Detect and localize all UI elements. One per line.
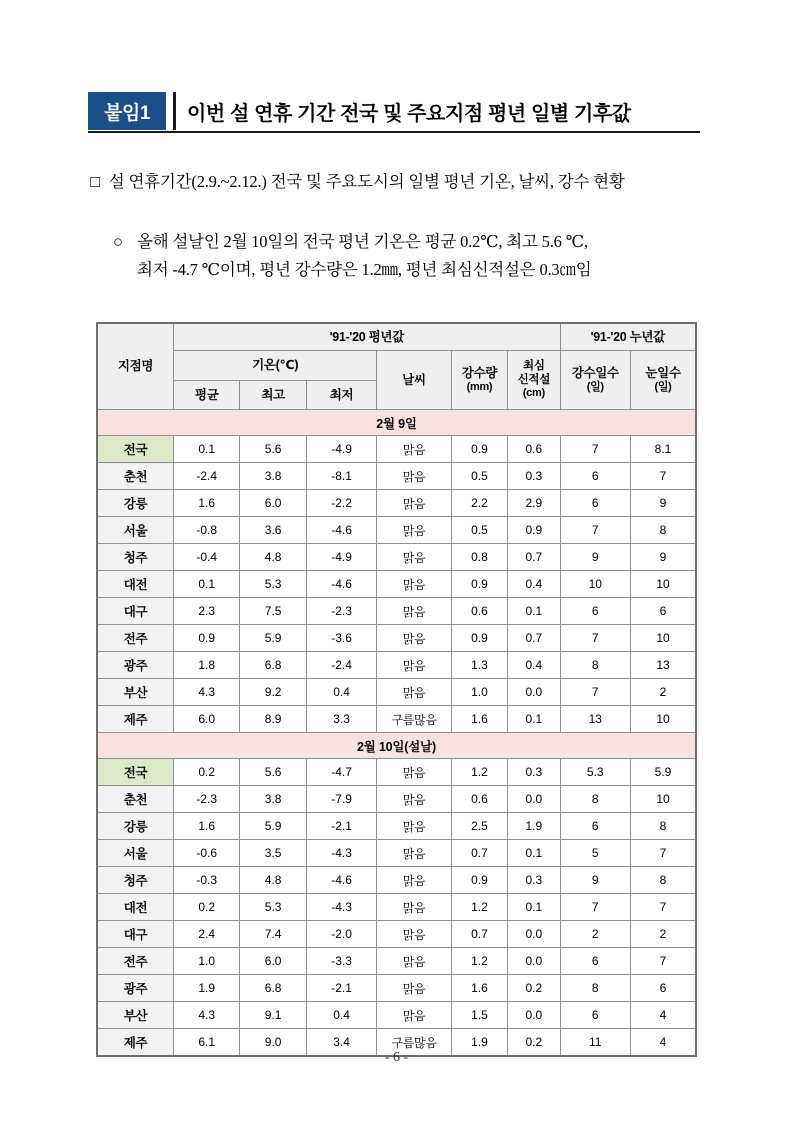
cell-weather: 맑음 bbox=[377, 625, 451, 652]
cell-temp-avg: -0.4 bbox=[174, 544, 240, 571]
cell-precip-days: 6 bbox=[560, 598, 630, 625]
cell-snow-depth: 1.9 bbox=[508, 813, 560, 840]
cell-weather: 맑음 bbox=[377, 571, 451, 598]
cell-place: 대전 bbox=[97, 571, 174, 598]
cell-weather: 맑음 bbox=[377, 786, 451, 813]
cell-temp-min: -8.1 bbox=[306, 463, 376, 490]
table-row bbox=[97, 517, 696, 544]
cell-place: 청주 bbox=[97, 867, 174, 894]
table-row bbox=[97, 571, 696, 598]
cell-temp-min: -4.9 bbox=[306, 544, 376, 571]
cell-snow-days: 9 bbox=[630, 490, 696, 517]
cell-temp-max: 5.3 bbox=[240, 571, 306, 598]
cell-temp-avg: 1.6 bbox=[174, 490, 240, 517]
cell-temp-max: 9.2 bbox=[240, 679, 306, 706]
table-row bbox=[97, 652, 696, 679]
cell-temp-avg: 4.3 bbox=[174, 679, 240, 706]
cell-snow-depth: 0.2 bbox=[508, 975, 560, 1002]
cell-temp-avg: 1.8 bbox=[174, 652, 240, 679]
cell-temp-min: 3.3 bbox=[306, 706, 376, 733]
cell-place: 전주 bbox=[97, 948, 174, 975]
table-row bbox=[97, 894, 696, 921]
cell-temp-min: -2.1 bbox=[306, 975, 376, 1002]
cell-precip: 2.2 bbox=[451, 490, 507, 517]
header-temp-avg: 평균 bbox=[174, 381, 240, 410]
table-section-row bbox=[97, 410, 696, 436]
table-row bbox=[97, 975, 696, 1002]
cell-temp-max: 5.6 bbox=[240, 759, 306, 786]
summary-bullet-square bbox=[90, 170, 710, 195]
cell-precip: 1.2 bbox=[451, 759, 507, 786]
header-temp-max: 최고 bbox=[240, 381, 306, 410]
cell-precip: 0.7 bbox=[451, 921, 507, 948]
cell-place: 춘천 bbox=[97, 463, 174, 490]
table-section-label: 2월 10일(설날) bbox=[97, 733, 696, 759]
cell-temp-avg: 6.0 bbox=[174, 706, 240, 733]
cell-weather: 맑음 bbox=[377, 598, 451, 625]
circle-bullet-marker: ○ bbox=[113, 232, 123, 251]
cell-place: 강릉 bbox=[97, 490, 174, 517]
cell-precip-days: 9 bbox=[560, 544, 630, 571]
attachment-badge: 붙임1 bbox=[88, 92, 166, 130]
cell-temp-max: 6.0 bbox=[240, 948, 306, 975]
cell-snow-days: 10 bbox=[630, 571, 696, 598]
header-snow-days-unit: (일) bbox=[654, 380, 672, 393]
cell-temp-min: -4.6 bbox=[306, 867, 376, 894]
cell-temp-max: 6.8 bbox=[240, 652, 306, 679]
cell-weather: 구름많음 bbox=[377, 1029, 451, 1057]
cell-precip-days: 7 bbox=[560, 625, 630, 652]
cell-precip: 1.2 bbox=[451, 894, 507, 921]
cell-snow-depth: 0.1 bbox=[508, 706, 560, 733]
cell-snow-days: 7 bbox=[630, 948, 696, 975]
table-row bbox=[97, 786, 696, 813]
header-snow-days bbox=[630, 351, 696, 410]
table-row bbox=[97, 463, 696, 490]
cell-precip: 1.3 bbox=[451, 652, 507, 679]
cell-temp-min: -2.0 bbox=[306, 921, 376, 948]
cell-snow-depth: 0.4 bbox=[508, 571, 560, 598]
table-section-label: 2월 9일 bbox=[97, 410, 696, 436]
cell-place: 제주 bbox=[97, 706, 174, 733]
table-row bbox=[97, 1002, 696, 1029]
cell-snow-depth: 0.1 bbox=[508, 840, 560, 867]
table-row bbox=[97, 840, 696, 867]
header-precip-days-label: 강수일수 bbox=[571, 366, 619, 381]
cell-precip-days: 6 bbox=[560, 1002, 630, 1029]
cell-snow-days: 7 bbox=[630, 463, 696, 490]
cell-snow-depth: 2.9 bbox=[508, 490, 560, 517]
table-row bbox=[97, 706, 696, 733]
cell-temp-min: -4.6 bbox=[306, 517, 376, 544]
cell-temp-max: 9.1 bbox=[240, 1002, 306, 1029]
cell-precip-days: 5.3 bbox=[560, 759, 630, 786]
summary-bullet-circle-line2: 최저 -4.7 ℃이며, 평년 강수량은 1.2㎜, 평년 최심신적설은 0.3㎝임 bbox=[137, 259, 592, 279]
cell-temp-avg: -2.3 bbox=[174, 786, 240, 813]
cell-snow-depth: 0.6 bbox=[508, 436, 560, 463]
cell-temp-avg: -2.4 bbox=[174, 463, 240, 490]
header-snow-depth-line1: 최심 bbox=[523, 360, 545, 373]
cell-precip-days: 6 bbox=[560, 490, 630, 517]
cell-temp-min: -2.2 bbox=[306, 490, 376, 517]
table-row bbox=[97, 679, 696, 706]
cell-snow-depth: 0.3 bbox=[508, 759, 560, 786]
cell-weather: 맑음 bbox=[377, 894, 451, 921]
cell-precip-days: 7 bbox=[560, 679, 630, 706]
cell-precip-days: 10 bbox=[560, 571, 630, 598]
cell-snow-depth: 0.7 bbox=[508, 625, 560, 652]
table-row bbox=[97, 625, 696, 652]
cell-snow-days: 10 bbox=[630, 786, 696, 813]
cell-temp-min: -7.9 bbox=[306, 786, 376, 813]
cell-temp-min: -2.1 bbox=[306, 813, 376, 840]
cell-snow-depth: 0.0 bbox=[508, 948, 560, 975]
table-row bbox=[97, 436, 696, 463]
cell-snow-depth: 0.0 bbox=[508, 679, 560, 706]
cell-snow-days: 13 bbox=[630, 652, 696, 679]
cell-snow-depth: 0.2 bbox=[508, 1029, 560, 1057]
cell-snow-days: 2 bbox=[630, 679, 696, 706]
cell-place: 강릉 bbox=[97, 813, 174, 840]
cell-precip-days: 8 bbox=[560, 786, 630, 813]
cell-precip-days: 8 bbox=[560, 652, 630, 679]
header-temp-group: 기온(℃) bbox=[174, 351, 377, 381]
cell-temp-avg: -0.8 bbox=[174, 517, 240, 544]
cell-weather: 맑음 bbox=[377, 436, 451, 463]
cell-precip-days: 7 bbox=[560, 517, 630, 544]
header-snow-days-label: 눈일수 bbox=[645, 366, 681, 381]
cell-precip-days: 6 bbox=[560, 948, 630, 975]
cell-temp-min: -4.7 bbox=[306, 759, 376, 786]
cell-precip-days: 6 bbox=[560, 463, 630, 490]
cell-snow-depth: 0.1 bbox=[508, 598, 560, 625]
table-row bbox=[97, 921, 696, 948]
cell-temp-avg: 0.1 bbox=[174, 436, 240, 463]
page-title-wrap bbox=[173, 92, 700, 130]
cell-temp-min: -4.6 bbox=[306, 571, 376, 598]
cell-precip-days: 7 bbox=[560, 894, 630, 921]
cell-weather: 맑음 bbox=[377, 867, 451, 894]
cell-temp-max: 6.0 bbox=[240, 490, 306, 517]
page-title: 이번 설 연휴 기간 전국 및 주요지점 평년 일별 기후값 bbox=[187, 102, 631, 125]
cell-weather: 맑음 bbox=[377, 544, 451, 571]
cell-temp-avg: 1.0 bbox=[174, 948, 240, 975]
cell-temp-avg: 4.3 bbox=[174, 1002, 240, 1029]
cell-precip: 1.6 bbox=[451, 975, 507, 1002]
page-number: - 6 - bbox=[384, 1050, 409, 1065]
cell-temp-max: 5.6 bbox=[240, 436, 306, 463]
cell-place: 서울 bbox=[97, 840, 174, 867]
cell-snow-days: 2 bbox=[630, 921, 696, 948]
cell-temp-avg: 0.2 bbox=[174, 759, 240, 786]
table-row bbox=[97, 544, 696, 571]
table-body bbox=[97, 410, 696, 1057]
cell-place: 대구 bbox=[97, 921, 174, 948]
cell-snow-days: 6 bbox=[630, 975, 696, 1002]
cell-precip: 0.9 bbox=[451, 625, 507, 652]
cell-precip: 1.0 bbox=[451, 679, 507, 706]
cell-temp-max: 3.8 bbox=[240, 463, 306, 490]
table-section-row bbox=[97, 733, 696, 759]
cell-precip: 1.2 bbox=[451, 948, 507, 975]
table-row bbox=[97, 598, 696, 625]
cell-temp-max: 4.8 bbox=[240, 544, 306, 571]
cell-temp-max: 3.6 bbox=[240, 517, 306, 544]
cell-temp-avg: -0.6 bbox=[174, 840, 240, 867]
cell-temp-min: -2.3 bbox=[306, 598, 376, 625]
cell-precip: 1.5 bbox=[451, 1002, 507, 1029]
cell-temp-min: 3.4 bbox=[306, 1029, 376, 1057]
cell-precip: 2.5 bbox=[451, 813, 507, 840]
cell-precip: 0.8 bbox=[451, 544, 507, 571]
header-precip bbox=[451, 351, 507, 410]
header-normal-group: '91-'20 평년값 bbox=[174, 323, 561, 351]
cell-precip-days: 6 bbox=[560, 813, 630, 840]
cell-temp-avg: 2.3 bbox=[174, 598, 240, 625]
cell-temp-max: 8.9 bbox=[240, 706, 306, 733]
cell-place: 광주 bbox=[97, 975, 174, 1002]
cell-place: 부산 bbox=[97, 1002, 174, 1029]
cell-place: 대구 bbox=[97, 598, 174, 625]
cell-precip: 0.6 bbox=[451, 598, 507, 625]
cell-precip: 0.7 bbox=[451, 840, 507, 867]
summary-bullet-circle-line1: 올해 설날인 2월 10일의 전국 평년 기온은 평균 0.2℃, 최고 5.6 ℃, bbox=[137, 232, 588, 251]
cell-precip-days: 5 bbox=[560, 840, 630, 867]
cell-temp-min: -4.3 bbox=[306, 840, 376, 867]
header-accum-group: '91-'20 누년값 bbox=[560, 323, 696, 351]
table-row bbox=[97, 867, 696, 894]
cell-temp-avg: 1.9 bbox=[174, 975, 240, 1002]
cell-snow-days: 5.9 bbox=[630, 759, 696, 786]
cell-temp-min: 0.4 bbox=[306, 1002, 376, 1029]
cell-temp-min: -4.3 bbox=[306, 894, 376, 921]
cell-precip: 0.5 bbox=[451, 517, 507, 544]
summary-bullet-circle bbox=[113, 228, 713, 283]
cell-temp-min: -2.4 bbox=[306, 652, 376, 679]
cell-precip-days: 11 bbox=[560, 1029, 630, 1057]
cell-snow-days: 10 bbox=[630, 625, 696, 652]
cell-snow-days: 6 bbox=[630, 598, 696, 625]
cell-snow-depth: 0.1 bbox=[508, 894, 560, 921]
summary-bullet-square-text: 설 연휴기간(2.9.~2.12.) 전국 및 주요도시의 일별 평년 기온, 날씨, 강수 현황 bbox=[108, 172, 625, 191]
cell-weather: 맑음 bbox=[377, 463, 451, 490]
table-head bbox=[97, 323, 696, 410]
cell-snow-depth: 0.0 bbox=[508, 786, 560, 813]
cell-snow-depth: 0.0 bbox=[508, 1002, 560, 1029]
cell-place: 전국 bbox=[97, 436, 174, 463]
cell-snow-depth: 0.9 bbox=[508, 517, 560, 544]
square-bullet-marker: □ bbox=[90, 172, 100, 191]
cell-snow-days: 10 bbox=[630, 706, 696, 733]
cell-place: 광주 bbox=[97, 652, 174, 679]
cell-temp-max: 5.3 bbox=[240, 894, 306, 921]
cell-place: 청주 bbox=[97, 544, 174, 571]
cell-precip-days: 2 bbox=[560, 921, 630, 948]
cell-precip: 0.9 bbox=[451, 436, 507, 463]
cell-temp-max: 3.5 bbox=[240, 840, 306, 867]
cell-precip: 0.6 bbox=[451, 786, 507, 813]
cell-snow-depth: 0.7 bbox=[508, 544, 560, 571]
cell-place: 대전 bbox=[97, 894, 174, 921]
cell-weather: 맑음 bbox=[377, 840, 451, 867]
cell-snow-days: 7 bbox=[630, 894, 696, 921]
cell-snow-depth: 0.4 bbox=[508, 652, 560, 679]
cell-temp-avg: 1.6 bbox=[174, 813, 240, 840]
cell-weather: 맑음 bbox=[377, 813, 451, 840]
header-temp-min: 최저 bbox=[306, 381, 376, 410]
cell-snow-depth: 0.0 bbox=[508, 921, 560, 948]
cell-temp-avg: 0.2 bbox=[174, 894, 240, 921]
cell-snow-days: 7 bbox=[630, 840, 696, 867]
cell-weather: 맑음 bbox=[377, 679, 451, 706]
cell-precip: 0.9 bbox=[451, 867, 507, 894]
cell-snow-days: 4 bbox=[630, 1029, 696, 1057]
cell-temp-avg: 0.1 bbox=[174, 571, 240, 598]
cell-temp-max: 5.9 bbox=[240, 625, 306, 652]
header-row-group bbox=[97, 323, 696, 351]
cell-precip-days: 8 bbox=[560, 975, 630, 1002]
cell-weather: 맑음 bbox=[377, 490, 451, 517]
table-row bbox=[97, 490, 696, 517]
header-precip-days-unit: (일) bbox=[586, 380, 604, 393]
header-row-sub bbox=[97, 351, 696, 381]
cell-weather: 구름많음 bbox=[377, 706, 451, 733]
cell-place: 전국 bbox=[97, 759, 174, 786]
cell-snow-days: 8 bbox=[630, 867, 696, 894]
cell-precip-days: 9 bbox=[560, 867, 630, 894]
table-row bbox=[97, 759, 696, 786]
cell-temp-avg: -0.3 bbox=[174, 867, 240, 894]
cell-weather: 맑음 bbox=[377, 921, 451, 948]
header-snow-depth-line2: 신적설 bbox=[517, 373, 551, 386]
cell-snow-days: 8.1 bbox=[630, 436, 696, 463]
cell-place: 제주 bbox=[97, 1029, 174, 1057]
cell-place: 부산 bbox=[97, 679, 174, 706]
cell-snow-days: 8 bbox=[630, 517, 696, 544]
cell-precip-days: 7 bbox=[560, 436, 630, 463]
cell-weather: 맑음 bbox=[377, 1002, 451, 1029]
cell-temp-min: -3.3 bbox=[306, 948, 376, 975]
cell-snow-depth: 0.3 bbox=[508, 867, 560, 894]
cell-temp-avg: 6.1 bbox=[174, 1029, 240, 1057]
cell-weather: 맑음 bbox=[377, 652, 451, 679]
cell-temp-max: 9.0 bbox=[240, 1029, 306, 1057]
cell-place: 전주 bbox=[97, 625, 174, 652]
cell-temp-min: -3.6 bbox=[306, 625, 376, 652]
header-snow-depth-unit: (cm) bbox=[522, 386, 545, 399]
cell-precip: 0.5 bbox=[451, 463, 507, 490]
cell-temp-min: 0.4 bbox=[306, 679, 376, 706]
cell-snow-days: 8 bbox=[630, 813, 696, 840]
cell-temp-avg: 2.4 bbox=[174, 921, 240, 948]
cell-place: 춘천 bbox=[97, 786, 174, 813]
cell-place: 서울 bbox=[97, 517, 174, 544]
cell-weather: 맑음 bbox=[377, 759, 451, 786]
cell-temp-max: 6.8 bbox=[240, 975, 306, 1002]
cell-temp-min: -4.9 bbox=[306, 436, 376, 463]
cell-snow-days: 4 bbox=[630, 1002, 696, 1029]
cell-temp-max: 4.8 bbox=[240, 867, 306, 894]
table-row bbox=[97, 813, 696, 840]
cell-precip: 1.9 bbox=[451, 1029, 507, 1057]
title-underline bbox=[88, 131, 700, 133]
cell-weather: 맑음 bbox=[377, 517, 451, 544]
attachment-title-row bbox=[88, 92, 700, 130]
cell-snow-depth: 0.3 bbox=[508, 463, 560, 490]
cell-temp-avg: 0.9 bbox=[174, 625, 240, 652]
header-precip-label: 강수량 bbox=[461, 366, 498, 381]
cell-snow-days: 9 bbox=[630, 544, 696, 571]
header-snow-depth bbox=[508, 351, 560, 410]
table-row bbox=[97, 948, 696, 975]
cell-temp-max: 3.8 bbox=[240, 786, 306, 813]
cell-temp-max: 5.9 bbox=[240, 813, 306, 840]
cell-precip: 0.9 bbox=[451, 571, 507, 598]
cell-temp-max: 7.4 bbox=[240, 921, 306, 948]
climate-normals-table bbox=[96, 322, 697, 1057]
cell-precip-days: 13 bbox=[560, 706, 630, 733]
header-precip-unit: (mm) bbox=[466, 380, 493, 393]
header-place: 지점명 bbox=[97, 323, 174, 410]
header-weather: 날씨 bbox=[377, 351, 451, 410]
cell-weather: 맑음 bbox=[377, 948, 451, 975]
cell-weather: 맑음 bbox=[377, 975, 451, 1002]
cell-precip: 1.6 bbox=[451, 706, 507, 733]
header-precip-days bbox=[560, 351, 630, 410]
cell-temp-max: 7.5 bbox=[240, 598, 306, 625]
